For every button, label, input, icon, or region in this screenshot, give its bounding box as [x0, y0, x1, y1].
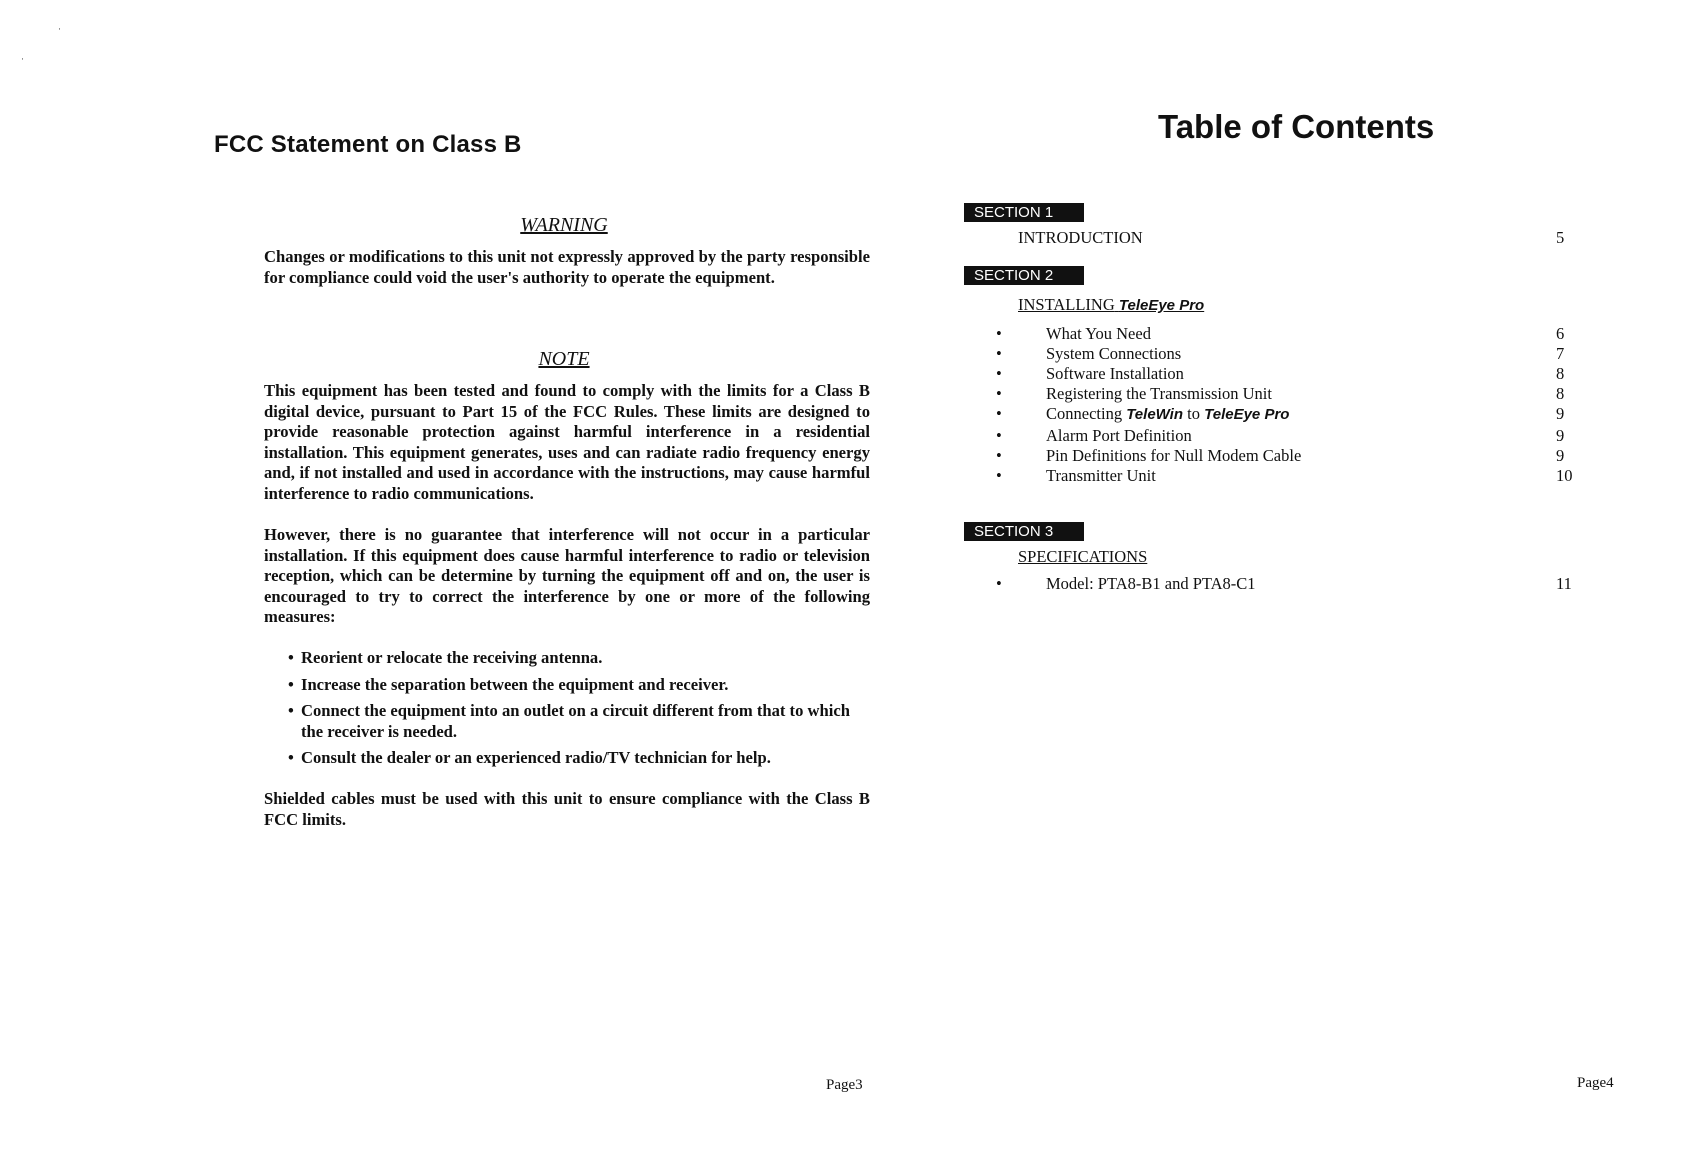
measure-list-item — [288, 748, 870, 769]
toc-page-number: 5 — [1556, 228, 1565, 247]
toc-row — [996, 384, 1586, 404]
toc-page-number: 6 — [1556, 324, 1565, 343]
bullet-icon: • — [288, 648, 294, 667]
teleeye-pro-brand: TeleEye Pro — [1204, 406, 1290, 423]
toc-entry-text: Registering the Transmission Unit — [1046, 384, 1272, 403]
bullet-icon: • — [996, 324, 1002, 343]
warning-paragraph: Changes or modifications to this unit not expressly approved by the party responsible for compliance could void the user's authority to operate the equipment. — [264, 247, 870, 287]
toc-to-text: to — [1187, 404, 1200, 423]
toc-page-number: 7 — [1556, 344, 1565, 363]
bullet-icon: • — [996, 404, 1002, 423]
toc-entry-text: What You Need — [1046, 324, 1151, 343]
bullet-icon: • — [996, 466, 1002, 485]
toc-row — [996, 426, 1586, 446]
section-2-heading — [1018, 295, 1204, 315]
toc-connecting-text: Connecting — [1046, 404, 1123, 423]
toc-entry-text — [1046, 404, 1289, 424]
shielded-cables-paragraph: Shielded cables must be used with this unit to ensure compliance with the Class B FCC limits. — [264, 789, 870, 829]
measure-list-item — [288, 701, 870, 742]
teleeye-pro-brand: TeleEye Pro — [1118, 297, 1205, 314]
toc-entry-text: Alarm Port Definition — [1046, 426, 1192, 445]
bullet-icon: • — [288, 675, 294, 694]
measure-list-item — [288, 648, 870, 669]
bullet-icon: • — [996, 384, 1002, 403]
page-number-right: Page4 — [1577, 1075, 1614, 1091]
toc-entry-text: Transmitter Unit — [1046, 466, 1156, 485]
toc-page-number: 8 — [1556, 364, 1565, 383]
measure-list-item — [288, 675, 870, 696]
section-3-heading: SPECIFICATIONS — [1018, 547, 1148, 566]
toc-entry-text: Model: PTA8-B1 and PTA8-C1 — [1046, 574, 1256, 593]
toc-page-number: 11 — [1556, 574, 1572, 593]
section-1-badge: SECTION 1 — [964, 203, 1084, 222]
page-number-left: Page3 — [826, 1077, 863, 1093]
toc-row — [996, 466, 1586, 486]
measure-text: Consult the dealer or an experienced radio/TV technician for help. — [301, 748, 771, 767]
bullet-icon: • — [996, 364, 1002, 383]
section-1-heading: INTRODUCTION — [1018, 228, 1143, 247]
toc-page-number: 9 — [1556, 426, 1565, 445]
measure-text: Connect the equipment into an outlet on a circuit different from that to which the receiver is needed. — [301, 701, 850, 741]
toc-entry-text: Pin Definitions for Null Modem Cable — [1046, 446, 1302, 465]
bullet-icon: • — [996, 446, 1002, 465]
bullet-icon: • — [996, 574, 1002, 593]
bullet-icon: • — [288, 701, 294, 720]
toc-row — [996, 446, 1586, 466]
measure-text: Increase the separation between the equipment and receiver. — [301, 675, 729, 694]
toc-row — [996, 344, 1586, 364]
section-2-heading-text: INSTALLING — [1018, 295, 1115, 314]
measure-text: Reorient or relocate the receiving antenna. — [301, 648, 603, 667]
scan-speck: · — [21, 54, 24, 64]
fcc-statement-title: FCC Statement on Class B — [214, 131, 522, 158]
toc-page-number: 8 — [1556, 384, 1565, 403]
toc-row — [996, 324, 1586, 344]
bullet-icon: • — [996, 426, 1002, 445]
table-of-contents-title: Table of Contents — [1158, 108, 1435, 145]
telewin-brand: TeleWin — [1126, 406, 1184, 423]
warning-heading: WARNING — [520, 214, 608, 236]
section-1-page-row — [996, 228, 1586, 248]
toc-page-number: 9 — [1556, 404, 1565, 423]
toc-row — [996, 364, 1586, 384]
bullet-icon: • — [288, 748, 294, 767]
toc-entry-text: Software Installation — [1046, 364, 1184, 383]
toc-row — [996, 404, 1586, 424]
toc-page-number: 10 — [1556, 466, 1573, 485]
note-paragraph: This equipment has been tested and found to comply with the limits for a Class B digital device, pursuant to Part 15 of the FCC Rules. These limits are designed to provide reasonable protection against harmful interference in a residential installation. This equipment generates, uses and can radiate radio frequency energy and, if not installed and used in accordance with the instructions, may cause harmful interference to radio communications. — [264, 381, 870, 503]
toc-row — [996, 574, 1586, 594]
scan-speck: · — [58, 24, 61, 34]
bullet-icon: • — [996, 344, 1002, 363]
toc-entry-text: System Connections — [1046, 344, 1182, 363]
toc-page-number: 9 — [1556, 446, 1565, 465]
however-paragraph: However, there is no guarantee that interference will not occur in a particular installation. If this equipment does cause harmful interference to radio or television reception, which can be determine by turning the equipment off and on, the user is encouraged to try to correct the interference by one or more of the following measures: — [264, 525, 870, 626]
section-2-badge: SECTION 2 — [964, 266, 1084, 285]
section-3-badge: SECTION 3 — [964, 522, 1084, 541]
note-heading: NOTE — [538, 348, 590, 370]
